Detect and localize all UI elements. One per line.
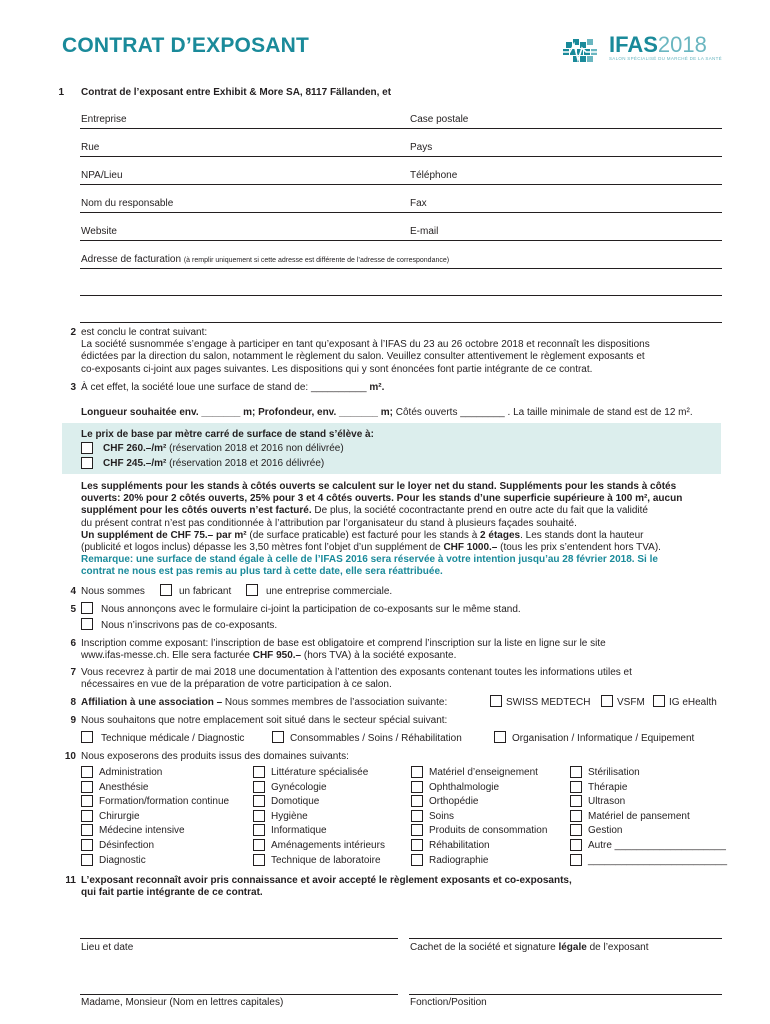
domain-checkbox[interactable] <box>81 766 93 778</box>
section-number: 1 <box>58 87 64 98</box>
domain-checkbox[interactable] <box>411 854 423 866</box>
field-label: Pays <box>410 142 433 153</box>
field-label: Website <box>81 226 117 237</box>
domain-checkbox[interactable] <box>570 854 582 866</box>
domain-checkbox[interactable] <box>253 795 265 807</box>
section-11-text: L’exposant reconnaît avoir pris connaissance et avoir accepté le règlement exposants et co-exposants, qui fait partie intégrante de ce contrat. <box>81 875 572 899</box>
field-label: E-mail <box>410 226 439 237</box>
section-6-text: Inscription comme exposant: l’inscription de base est obligatoire et comprend l’inscription sur la liste en ligne sur le site www.ifas-messe.ch. Elle sera facturée CHF 950.– (hors TVA) à la société exposante. <box>81 638 606 662</box>
domain-label: Formation/formation continue <box>99 796 230 808</box>
field-label: Téléphone <box>410 170 458 181</box>
price-title: Le prix de base par mètre carré de surface de stand s’élève à: <box>81 429 374 440</box>
name-line[interactable] <box>80 994 398 995</box>
domain-label: Produits de consommation <box>429 825 548 837</box>
domain-label: Domotique <box>271 796 320 808</box>
domain-checkbox[interactable] <box>81 854 93 866</box>
domain-checkbox[interactable] <box>253 824 265 836</box>
section-number: 8 <box>70 697 76 708</box>
domain-checkbox[interactable] <box>411 824 423 836</box>
field-label: Case postale <box>410 114 469 125</box>
section-number: 10 <box>64 751 76 762</box>
section-10-text: Nous exposerons des produits issus des domaines suivants: <box>81 751 349 762</box>
domain-label: Soins <box>429 810 455 822</box>
field-label: NPA/Lieu <box>81 170 123 181</box>
domain-label: Orthopédie <box>429 796 479 808</box>
domain-label: Matériel d’enseignement <box>429 767 538 778</box>
position-line[interactable] <box>409 994 722 995</box>
domain-checkbox[interactable] <box>570 839 582 851</box>
field-label: Entreprise <box>81 114 127 125</box>
sector-organisation-label: Organisation / Informatique / Equipement <box>512 733 695 744</box>
section-number: 11 <box>65 875 76 886</box>
domain-label: Autre ____________________ <box>588 840 726 851</box>
ifas-logo-icon <box>560 34 606 68</box>
npa-line[interactable] <box>80 184 722 185</box>
domain-label: Ophthalmologie <box>429 781 500 793</box>
surface-line: À cet effet, la société loue une surface de stand de: __________ m². <box>81 382 385 393</box>
domain-label: Radiographie <box>429 854 489 866</box>
domain-label: Désinfection <box>99 840 155 851</box>
page-title: CONTRAT D’EXPOSANT <box>62 34 310 57</box>
ig-ehealth-label: IG eHealth <box>669 697 717 708</box>
price-245-label: CHF 245.–/m² (réservation 2018 et 2016 délivrée) <box>103 458 325 469</box>
field-label: Fax <box>410 198 427 209</box>
domain-label: Informatique <box>271 825 327 837</box>
domain-checkbox[interactable] <box>570 824 582 836</box>
field-label: Nom du responsable <box>81 198 174 209</box>
domain-label: Littérature spécialisée <box>271 767 369 778</box>
logo-tagline: SALON SPÉCIALISÉ DU MARCHÉ DE LA SANTÉ <box>609 56 722 61</box>
commercial-label: une entreprise commerciale. <box>266 586 393 597</box>
billing-label: Adresse de facturation (à remplir uniquement si cette adresse est différente de l’adresse de correspondance) <box>81 254 450 265</box>
domain-label: _________________________ <box>588 854 728 866</box>
section-number: 7 <box>70 667 76 678</box>
billing-line[interactable] <box>80 322 722 323</box>
domain-label: Anesthésie <box>99 781 149 793</box>
domain-label: Diagnostic <box>99 854 146 866</box>
price-260-checkbox[interactable] <box>81 442 93 454</box>
domain-label: Aménagements intérieurs <box>271 840 385 851</box>
domain-label: Stérilisation <box>588 767 640 778</box>
section-number: 4 <box>70 586 76 597</box>
swiss-medtech-label: SWISS MEDTECH <box>506 697 591 708</box>
domain-checkbox[interactable] <box>81 824 93 836</box>
domain-checkbox[interactable] <box>411 795 423 807</box>
domain-checkbox[interactable] <box>411 781 423 793</box>
domain-label: Administration <box>99 767 163 778</box>
section-4-label: Nous sommes <box>81 586 145 597</box>
domain-checkbox[interactable] <box>81 810 93 822</box>
domain-label: Réhabilitation <box>429 840 490 851</box>
domain-label: Chirurgie <box>99 810 140 822</box>
domain-checkbox[interactable] <box>253 810 265 822</box>
sector-consumables-checkbox[interactable] <box>272 731 284 743</box>
coexhibitors-no-checkbox[interactable] <box>81 618 93 630</box>
section-number: 9 <box>70 715 76 726</box>
ig-ehealth-checkbox[interactable] <box>653 695 665 707</box>
sector-consumables-label: Consommables / Soins / Réhabilitation <box>290 733 462 744</box>
field-label: Rue <box>81 142 100 153</box>
domain-checkbox[interactable] <box>81 795 93 807</box>
domain-checkbox[interactable] <box>570 795 582 807</box>
coexhibitors-yes-checkbox[interactable] <box>81 602 93 614</box>
place-date-line[interactable] <box>80 938 398 939</box>
section-2-text: est conclu le contrat suivant: La société susnommée s’engage à participer en tant qu’exposant à l’IFAS du 23 au 26 octobre 2018 et reconnaît les dispositions édictées par la direction du salon, notamment le règlement du salon. Veuillez consulter attentivement le règlement exposants et co-exposants ci-joint aux pages suivantes. Les dispositions qui y sont énoncées font partie intégrante de ce contrat. <box>81 327 650 375</box>
domain-label: Matériel de pansement <box>588 810 690 822</box>
billing-line[interactable] <box>80 295 722 296</box>
stamp-signature-label: Cachet de la société et signature légale de l’exposant <box>410 942 649 953</box>
price-260-label: CHF 260.–/m² (réservation 2018 et 2016 non délivrée) <box>103 443 344 454</box>
position-label: Fonction/Position <box>410 997 487 1008</box>
swiss-medtech-checkbox[interactable] <box>490 695 502 707</box>
section-9-text: Nous souhaitons que notre emplacement soit situé dans le secteur spécial suivant: <box>81 715 448 726</box>
domain-checkbox[interactable] <box>570 766 582 778</box>
coexhibitors-no-label: Nous n’inscrivons pas de co-exposants. <box>101 620 278 631</box>
domain-checkbox[interactable] <box>411 766 423 778</box>
place-date-label: Lieu et date <box>81 942 134 953</box>
website-line[interactable] <box>80 240 722 241</box>
domain-label: Ultrason <box>588 796 626 808</box>
domain-checkbox[interactable] <box>81 781 93 793</box>
coexhibitors-yes-label: Nous annonçons avec le formulaire ci-joint la participation de co-exposants sur le même stand. <box>101 604 521 615</box>
logo-wordmark: IFAS2018 <box>609 32 707 57</box>
domain-checkbox[interactable] <box>411 810 423 822</box>
rue-line[interactable] <box>80 156 722 157</box>
domain-checkbox[interactable] <box>253 781 265 793</box>
section-number: 6 <box>70 638 76 649</box>
domain-checkbox[interactable] <box>570 810 582 822</box>
section-number: 3 <box>70 382 76 393</box>
manufacturer-label: un fabricant <box>179 586 232 597</box>
domain-checkbox[interactable] <box>253 766 265 778</box>
sector-medical-label: Technique médicale / Diagnostic <box>101 733 245 744</box>
domain-label: Médecine intensive <box>99 825 185 837</box>
domain-checkbox[interactable] <box>411 839 423 851</box>
domain-label: Hygiène <box>271 810 308 822</box>
domain-label: Gestion <box>588 825 623 837</box>
billing-line[interactable] <box>80 268 722 269</box>
domain-checkbox[interactable] <box>570 781 582 793</box>
section-number: 2 <box>70 327 76 338</box>
price-245-checkbox[interactable] <box>81 457 93 469</box>
domain-label: Thérapie <box>588 781 628 793</box>
entreprise-line[interactable] <box>80 128 722 129</box>
name-label: Madame, Monsieur (Nom en lettres capitales) <box>81 997 284 1008</box>
supplements-text: Les suppléments pour les stands à côtés ouverts se calculent sur le loyer net du stand. Suppléments pour les stands à côtés ouverts: 20% pour 2 côtés ouverts, 25% pour 3 et 4 côtés ouverts. Pour les stands d’une superficie supérieure à 100 m², aucun supplément pour les côtés ouverts n’est facturé. De plus, la société cocontractante prend en outre acte du fait que la validité du présent contrat n’est pas conditionnée à l’attribution par l’organisateur du stand à plusieurs façades souhaité. Un supplément de CHF 75.– par m² (de surface praticable) est facturé pour les stands à 2 étages. Les stands dont la hauteur (publicité et logos inclus) dépasse les 3,50 mètres font l’objet d’un supplément de CHF 1000.– (tous les prix s’entendent hors TVA). Remarque: une surface de stand égale à celle de l’IFAS 2016 sera réservée à votre intention jusqu’au 28 février 2018. Si le contrat ne nous est pas remis au plus tard à cette date, elle sera réattribuée. <box>81 481 683 578</box>
dimensions-line: Longueur souhaitée env. _______ m; Profondeur, env. _______ m; Côtés ouverts ________ . La taille minimale de stand est de 12 m². <box>81 407 693 418</box>
domain-label: Technique de laboratoire <box>271 854 381 866</box>
association-text: Affiliation à une association – Nous sommes membres de l’association suivante: <box>81 697 448 708</box>
responsable-line[interactable] <box>80 212 722 213</box>
domain-checkbox[interactable] <box>253 839 265 851</box>
commercial-checkbox[interactable] <box>246 584 258 596</box>
vsfm-label: VSFM <box>617 697 645 708</box>
domain-label: Gynécologie <box>271 781 327 793</box>
vsfm-checkbox[interactable] <box>601 695 613 707</box>
signature-line[interactable] <box>409 938 722 939</box>
sector-organisation-checkbox[interactable] <box>494 731 506 743</box>
domain-checkbox[interactable] <box>81 839 93 851</box>
section-1-text: Contrat de l’exposant entre Exhibit & More SA, 8117 Fällanden, et <box>81 87 392 98</box>
domain-checkbox[interactable] <box>253 854 265 866</box>
manufacturer-checkbox[interactable] <box>160 584 172 596</box>
section-number: 5 <box>70 604 76 615</box>
sector-medical-checkbox[interactable] <box>81 731 93 743</box>
section-7-text: Vous recevrez à partir de mai 2018 une documentation à l’attention des exposants contenant toutes les informations utiles et nécessaires en vue de la préparation de votre participation à ce salon. <box>81 667 632 691</box>
